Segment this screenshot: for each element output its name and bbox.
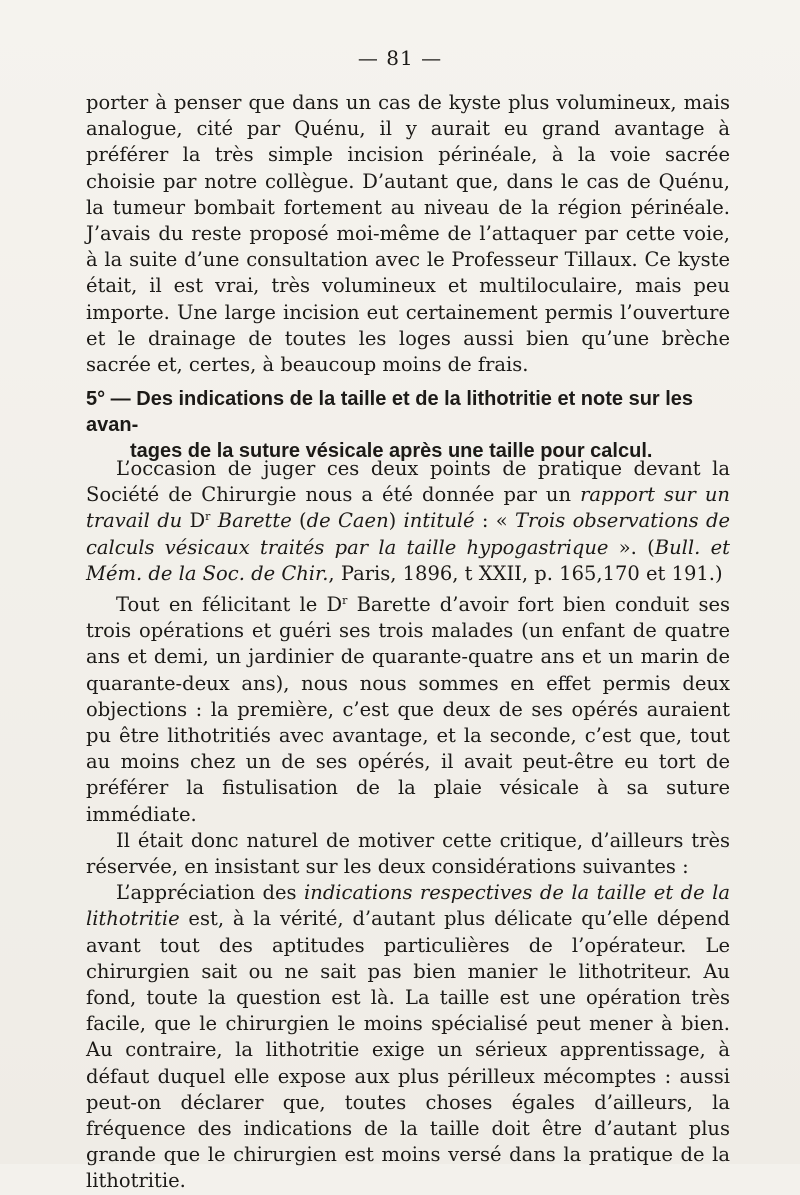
appreciation-italic: indications respectives de la taille et de la lithotritie [86, 881, 730, 931]
occasion-italic-barette: Barette [217, 509, 292, 533]
occasion-text-end: , Paris, 1896, t XXII, p. 165,170 et 191.) [328, 561, 723, 585]
appreciation-rest: est, à la vérité, d’autant plus délicate qu’elle dépend avant tout des aptitudes particulières de l’opérateur. Le chirurgien sait ou ne sait pas bien manier le lithotriteur. Au fond, toute la question est là. La taille est une opération très facile, que le chirurgien le moins spécialisé peut mener à bien. Au contraire, la lithotritie exige un sérieux apprentissage, à défaut duquel elle expose aux plus périlleux mécomptes : aussi peut-on déclarer que, toutes choses égales d’ailleurs, la fréquence des indications de la taille doit être d’autant plus grande que le chirurgien est moins versé dans la pratique de la lithotritie. [86, 907, 730, 1193]
felicitant-rest: Barette d’avoir fort bien conduit ses trois opérations et guéri ses trois malades (un enfant de quatre ans et demi, un jardinier de quarante-quatre ans et un marin de quarante-deux ans), nous nous sommes en effet permis deux objections : la première, c’est que deux de ses opérés auraient pu être lithotritiés avec avantage, et la seconde, c’est que, tout au moins chez un de ses opérés, il avait peut-être eu tort de préférer la fistulisation de la plaie vésicale à sa suture immédiate. [86, 593, 730, 826]
section-title-line1 [86, 386, 730, 438]
section-heading [86, 386, 730, 464]
page-number: — 81 — [357, 46, 443, 70]
occasion-mid: : « [474, 509, 515, 533]
occasion-paren-open: ( [291, 509, 307, 533]
occasion-italic-intitule: intitulé [403, 509, 475, 533]
section-heading-line1 [86, 386, 730, 438]
felicitant-paragraph [86, 592, 730, 828]
section-title-text-1: Des indications de la taille et de la lithotritie et note sur les avan- [86, 388, 694, 436]
occasion-text-start: L’occasion de juger ces deux points de pratique devant la Société de Chirurgie nous a été donnée par un [86, 457, 730, 507]
occasion-paren-close: ) [388, 509, 404, 533]
appreciation-paragraph [86, 880, 730, 1194]
occasion-italic-title: Trois observations de calculs vésicaux traités par la taille hypogastrique [86, 509, 730, 559]
section-number: 5° — [86, 388, 131, 410]
occasion-dr: D [189, 509, 206, 533]
occasion-italic-rapport: rapport sur un travail du [86, 483, 730, 533]
intro-paragraph: porter à penser que dans un cas de kyste plus volumineux, mais analogue, cité par Quénu, il y aurait eu grand avantage à préférer la très simple incision périnéale, à la voie sacrée choisie par notre collègue. D’autant que, dans le cas de Quénu, la tumeur bombait fortement au niveau de la région périnéale. J’avais du reste proposé moi-même de l’attaquer par cette voie, à la suite d’une consultation avec le Professeur Tillaux. Ce kyste était, il est vrai, très volumineux et multiloculaire, mais peu importe. Une large incision eut certainement permis l’ouverture et le drainage de toutes les loges aussi bien qu’une brèche sacrée et, certes, à beaucoup moins de frais. [86, 91, 730, 377]
naturel-paragraph: Il était donc naturel de motiver cette critique, d’ailleurs très réservée, en insistant sur les deux considérations suivantes : [86, 828, 730, 879]
occasion-paragraph [86, 456, 730, 587]
felicitant-sup: r [342, 594, 348, 607]
appreciation-start: L’appréciation des [116, 881, 305, 905]
occasion-dr-sup: r [205, 510, 211, 524]
felicitant-start: Tout en félicitant le D [116, 593, 343, 616]
section-title-line2: tages de la suture vésicale après une taille pour calcul. [130, 440, 653, 462]
occasion-italic-caen: de Caen [306, 509, 389, 533]
occasion-italic-bulletin: Bull. et Mém. de la Soc. de Chir. [86, 535, 731, 585]
body-paragraphs [86, 592, 730, 1195]
occasion-mid2: ». ( [608, 535, 655, 559]
